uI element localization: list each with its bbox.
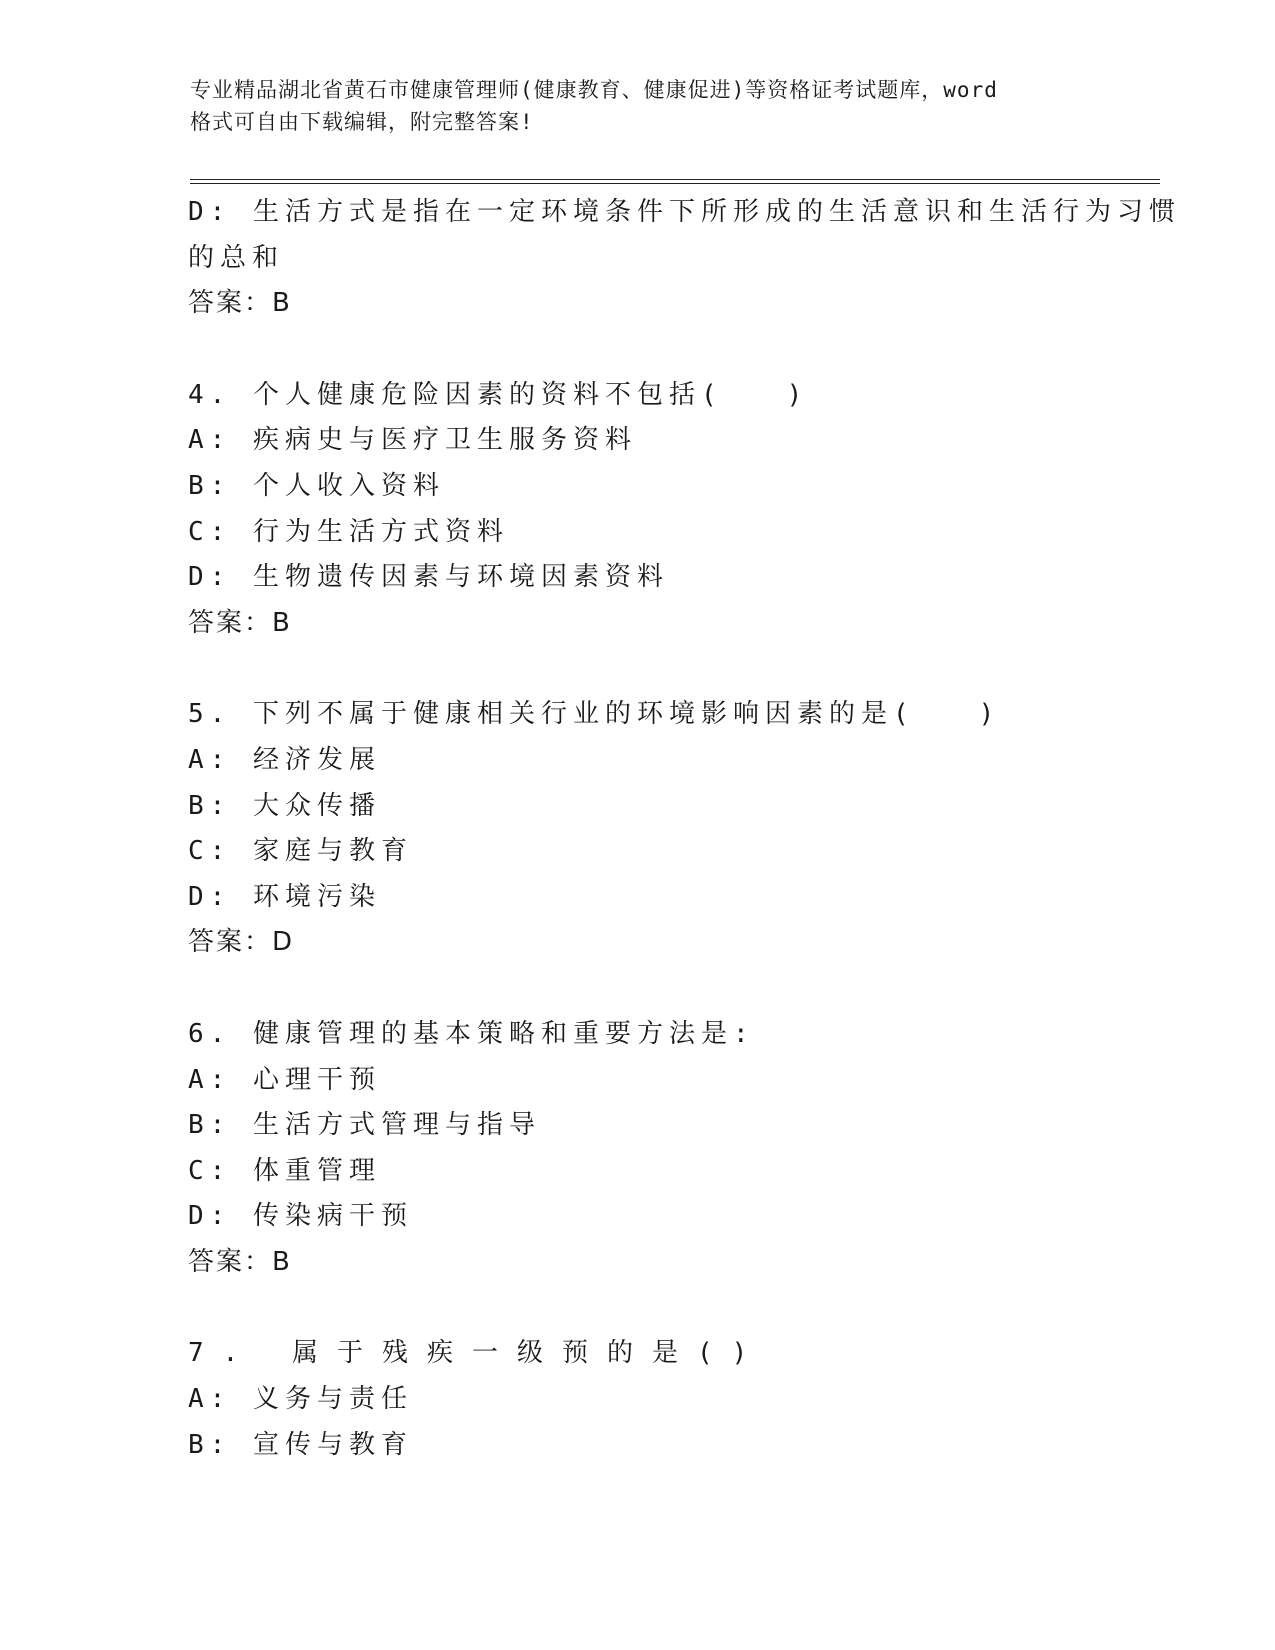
question-text: 4. 个人健康危险因素的资料不包括( ) — [188, 379, 809, 410]
option-c: C: 行为生活方式资料 — [188, 516, 509, 547]
option-a: A: 疾病史与医疗卫生服务资料 — [188, 425, 637, 456]
answer: 答案：B — [188, 1246, 292, 1277]
header-line-1: 专业精品湖北省黄石市健康管理师(健康教育、健康促进)等资格证考试题库，word — [190, 78, 998, 102]
question-3-tail — [188, 190, 1181, 327]
option-b: B: 生活方式管理与指导 — [188, 1110, 541, 1141]
option-d-continued: 的总和 — [188, 242, 285, 273]
question-7 — [188, 1331, 1088, 1468]
question-5 — [188, 692, 1088, 966]
option-d: D: 生活方式是指在一定环境条件下所形成的生活意识和生活行为习惯 — [188, 197, 1181, 227]
question-4 — [188, 373, 1088, 647]
question-list — [188, 190, 1181, 1468]
answer: 答案：D — [188, 927, 295, 958]
option-c: C: 体重管理 — [188, 1155, 381, 1186]
option-a: A: 经济发展 — [188, 744, 381, 775]
option-d: D: 环境污染 — [188, 881, 381, 912]
question-text: 7. 属于残疾一级预的是() — [188, 1338, 767, 1369]
option-d: D: 传染病干预 — [188, 1201, 413, 1232]
document-header — [190, 74, 1090, 138]
option-a: A: 义务与责任 — [188, 1384, 413, 1415]
question-6 — [188, 1012, 1088, 1286]
question-text: 5. 下列不属于健康相关行业的环境影响因素的是( ) — [188, 699, 1001, 730]
option-a: A: 心理干预 — [188, 1064, 381, 1095]
option-c: C: 家庭与教育 — [188, 836, 413, 867]
option-b: B: 宣传与教育 — [188, 1429, 413, 1460]
option-b: B: 大众传播 — [188, 790, 381, 821]
answer: 答案：B — [188, 288, 292, 319]
option-b: B: 个人收入资料 — [188, 470, 445, 501]
header-divider-bottom — [190, 183, 1160, 184]
header-line-2: 格式可自由下载编辑，附完整答案! — [190, 110, 534, 134]
header-divider-top — [190, 179, 1160, 180]
question-text: 6. 健康管理的基本策略和重要方法是: — [188, 1018, 755, 1049]
answer: 答案：B — [188, 607, 292, 638]
option-d: D: 生物遗传因素与环境因素资料 — [188, 562, 669, 593]
